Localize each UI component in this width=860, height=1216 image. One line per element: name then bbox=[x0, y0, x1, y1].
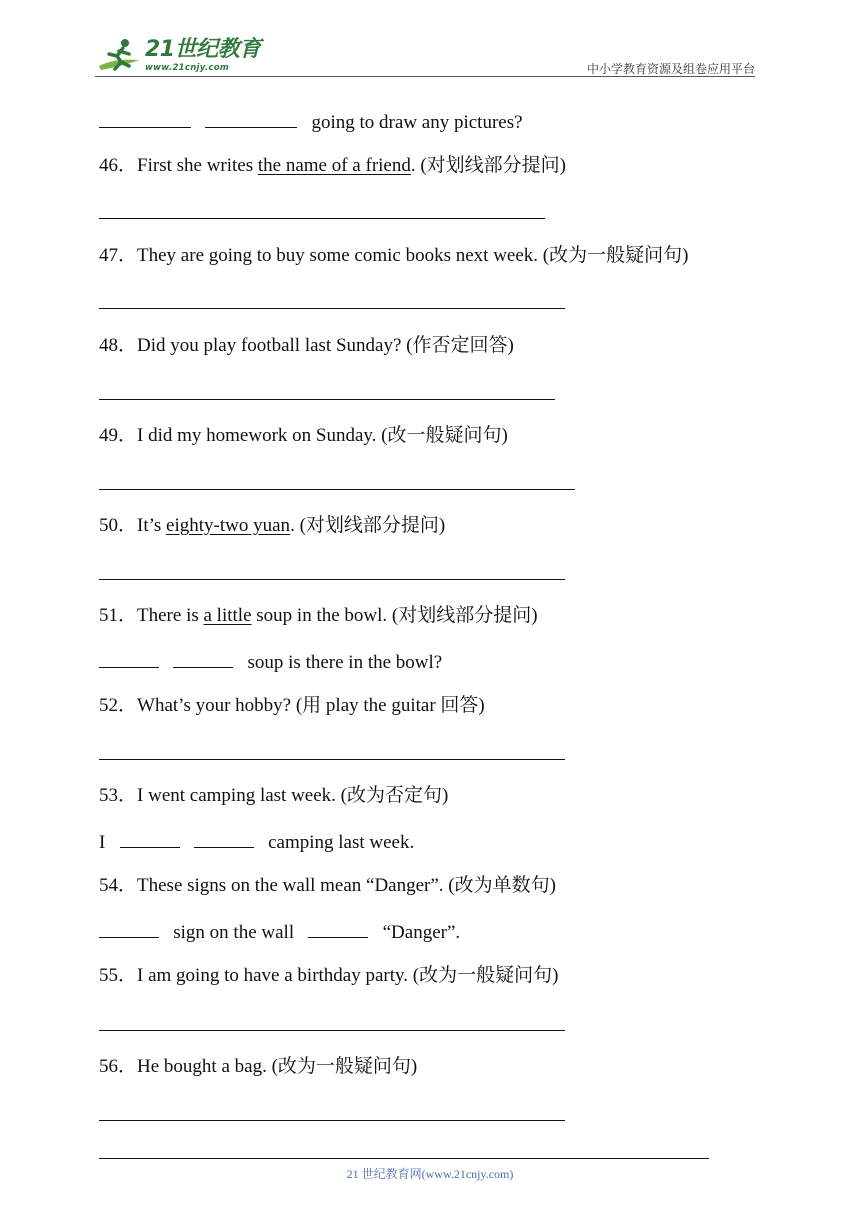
question-text: It’s bbox=[137, 515, 167, 536]
header-divider bbox=[95, 76, 755, 77]
underlined-phrase: the name of a friend bbox=[257, 155, 411, 176]
question-text: These signs on the wall mean “Danger”. (改为单数句) bbox=[137, 875, 556, 896]
q51-answer-line bbox=[99, 650, 442, 675]
question-47 bbox=[99, 244, 688, 268]
answer-line[interactable] bbox=[99, 1120, 565, 1121]
underlined-phrase: a little bbox=[203, 605, 252, 626]
question-text: He bought a bag. (改为一般疑问句) bbox=[137, 1056, 418, 1077]
q54-answer-line bbox=[99, 920, 460, 945]
question-number: 48． bbox=[99, 335, 138, 356]
question-text: There is bbox=[137, 605, 204, 626]
question-49 bbox=[99, 424, 508, 448]
question-text: I did my homework on Sunday. (改一般疑问句) bbox=[137, 425, 508, 446]
answer-blank[interactable] bbox=[99, 110, 191, 128]
answer-line[interactable] bbox=[99, 218, 545, 219]
q54-answer-text: “Danger”. bbox=[382, 922, 461, 943]
q53-answer-head: I bbox=[99, 832, 106, 853]
header-platform-text: 中小学教育资源及组卷应用平台 bbox=[586, 62, 755, 76]
question-instruction: . (对划线部分提问) bbox=[410, 155, 567, 176]
question-number: 51． bbox=[99, 605, 138, 626]
footer-text: 21 世纪教育网(www.21cnjy.com) bbox=[346, 1167, 514, 1181]
question-number: 49． bbox=[99, 425, 138, 446]
answer-blank[interactable] bbox=[308, 920, 368, 938]
q53-answer-line bbox=[99, 830, 414, 855]
q53-answer-text: camping last week. bbox=[268, 832, 415, 853]
answer-line[interactable] bbox=[99, 308, 565, 309]
question-text: I am going to have a birthday party. (改为一般疑问句) bbox=[137, 965, 559, 986]
question-54 bbox=[99, 874, 556, 898]
page-header bbox=[95, 36, 755, 78]
question-number: 56． bbox=[99, 1056, 138, 1077]
answer-blank[interactable] bbox=[194, 830, 254, 848]
question-number: 47． bbox=[99, 245, 138, 266]
question-text: I went camping last week. (改为否定句) bbox=[137, 785, 449, 806]
footer-divider bbox=[99, 1158, 709, 1159]
question-53 bbox=[99, 784, 448, 808]
question-48 bbox=[99, 334, 514, 358]
running-figure-icon bbox=[95, 36, 143, 76]
question-text: They are going to buy some comic books next week. (改为一般疑问句) bbox=[137, 245, 689, 266]
q45-answer-line bbox=[99, 110, 523, 135]
question-number: 53． bbox=[99, 785, 138, 806]
question-text: First she writes bbox=[137, 155, 258, 176]
answer-blank[interactable] bbox=[99, 650, 159, 668]
question-56 bbox=[99, 1055, 417, 1079]
logo bbox=[95, 36, 261, 76]
logo-url-text: www.21cnjy.com bbox=[145, 63, 229, 74]
answer-line[interactable] bbox=[99, 399, 555, 400]
answer-line[interactable] bbox=[99, 489, 575, 490]
underlined-phrase: eighty-two yuan bbox=[166, 515, 291, 536]
question-number: 54． bbox=[99, 875, 138, 896]
question-51 bbox=[99, 604, 538, 628]
q51-answer-text: soup is there in the bowl? bbox=[247, 652, 443, 673]
question-number: 50． bbox=[99, 515, 138, 536]
question-text: Did you play football last Sunday? (作否定回答) bbox=[137, 335, 514, 356]
question-number: 46． bbox=[99, 155, 138, 176]
answer-blank[interactable] bbox=[99, 920, 159, 938]
question-52 bbox=[99, 694, 485, 718]
q45-text: going to draw any pictures? bbox=[311, 112, 523, 133]
answer-line[interactable] bbox=[99, 759, 565, 760]
logo-main-text: 21世纪教育 bbox=[145, 37, 261, 63]
question-instruction: soup in the bowl. (对划线部分提问) bbox=[251, 605, 538, 626]
question-number: 52． bbox=[99, 695, 138, 716]
question-number: 55． bbox=[99, 965, 138, 986]
question-50 bbox=[99, 514, 445, 538]
answer-blank[interactable] bbox=[120, 830, 180, 848]
question-text: What’s your hobby? (用 play the guitar 回答) bbox=[137, 695, 485, 716]
q54-answer-mid: sign on the wall bbox=[173, 922, 295, 943]
question-instruction: . (对划线部分提问) bbox=[290, 515, 446, 536]
answer-line[interactable] bbox=[99, 579, 565, 580]
answer-blank[interactable] bbox=[173, 650, 233, 668]
question-55 bbox=[99, 964, 558, 988]
question-46 bbox=[99, 154, 566, 178]
answer-blank[interactable] bbox=[205, 110, 297, 128]
answer-line[interactable] bbox=[99, 1030, 565, 1031]
